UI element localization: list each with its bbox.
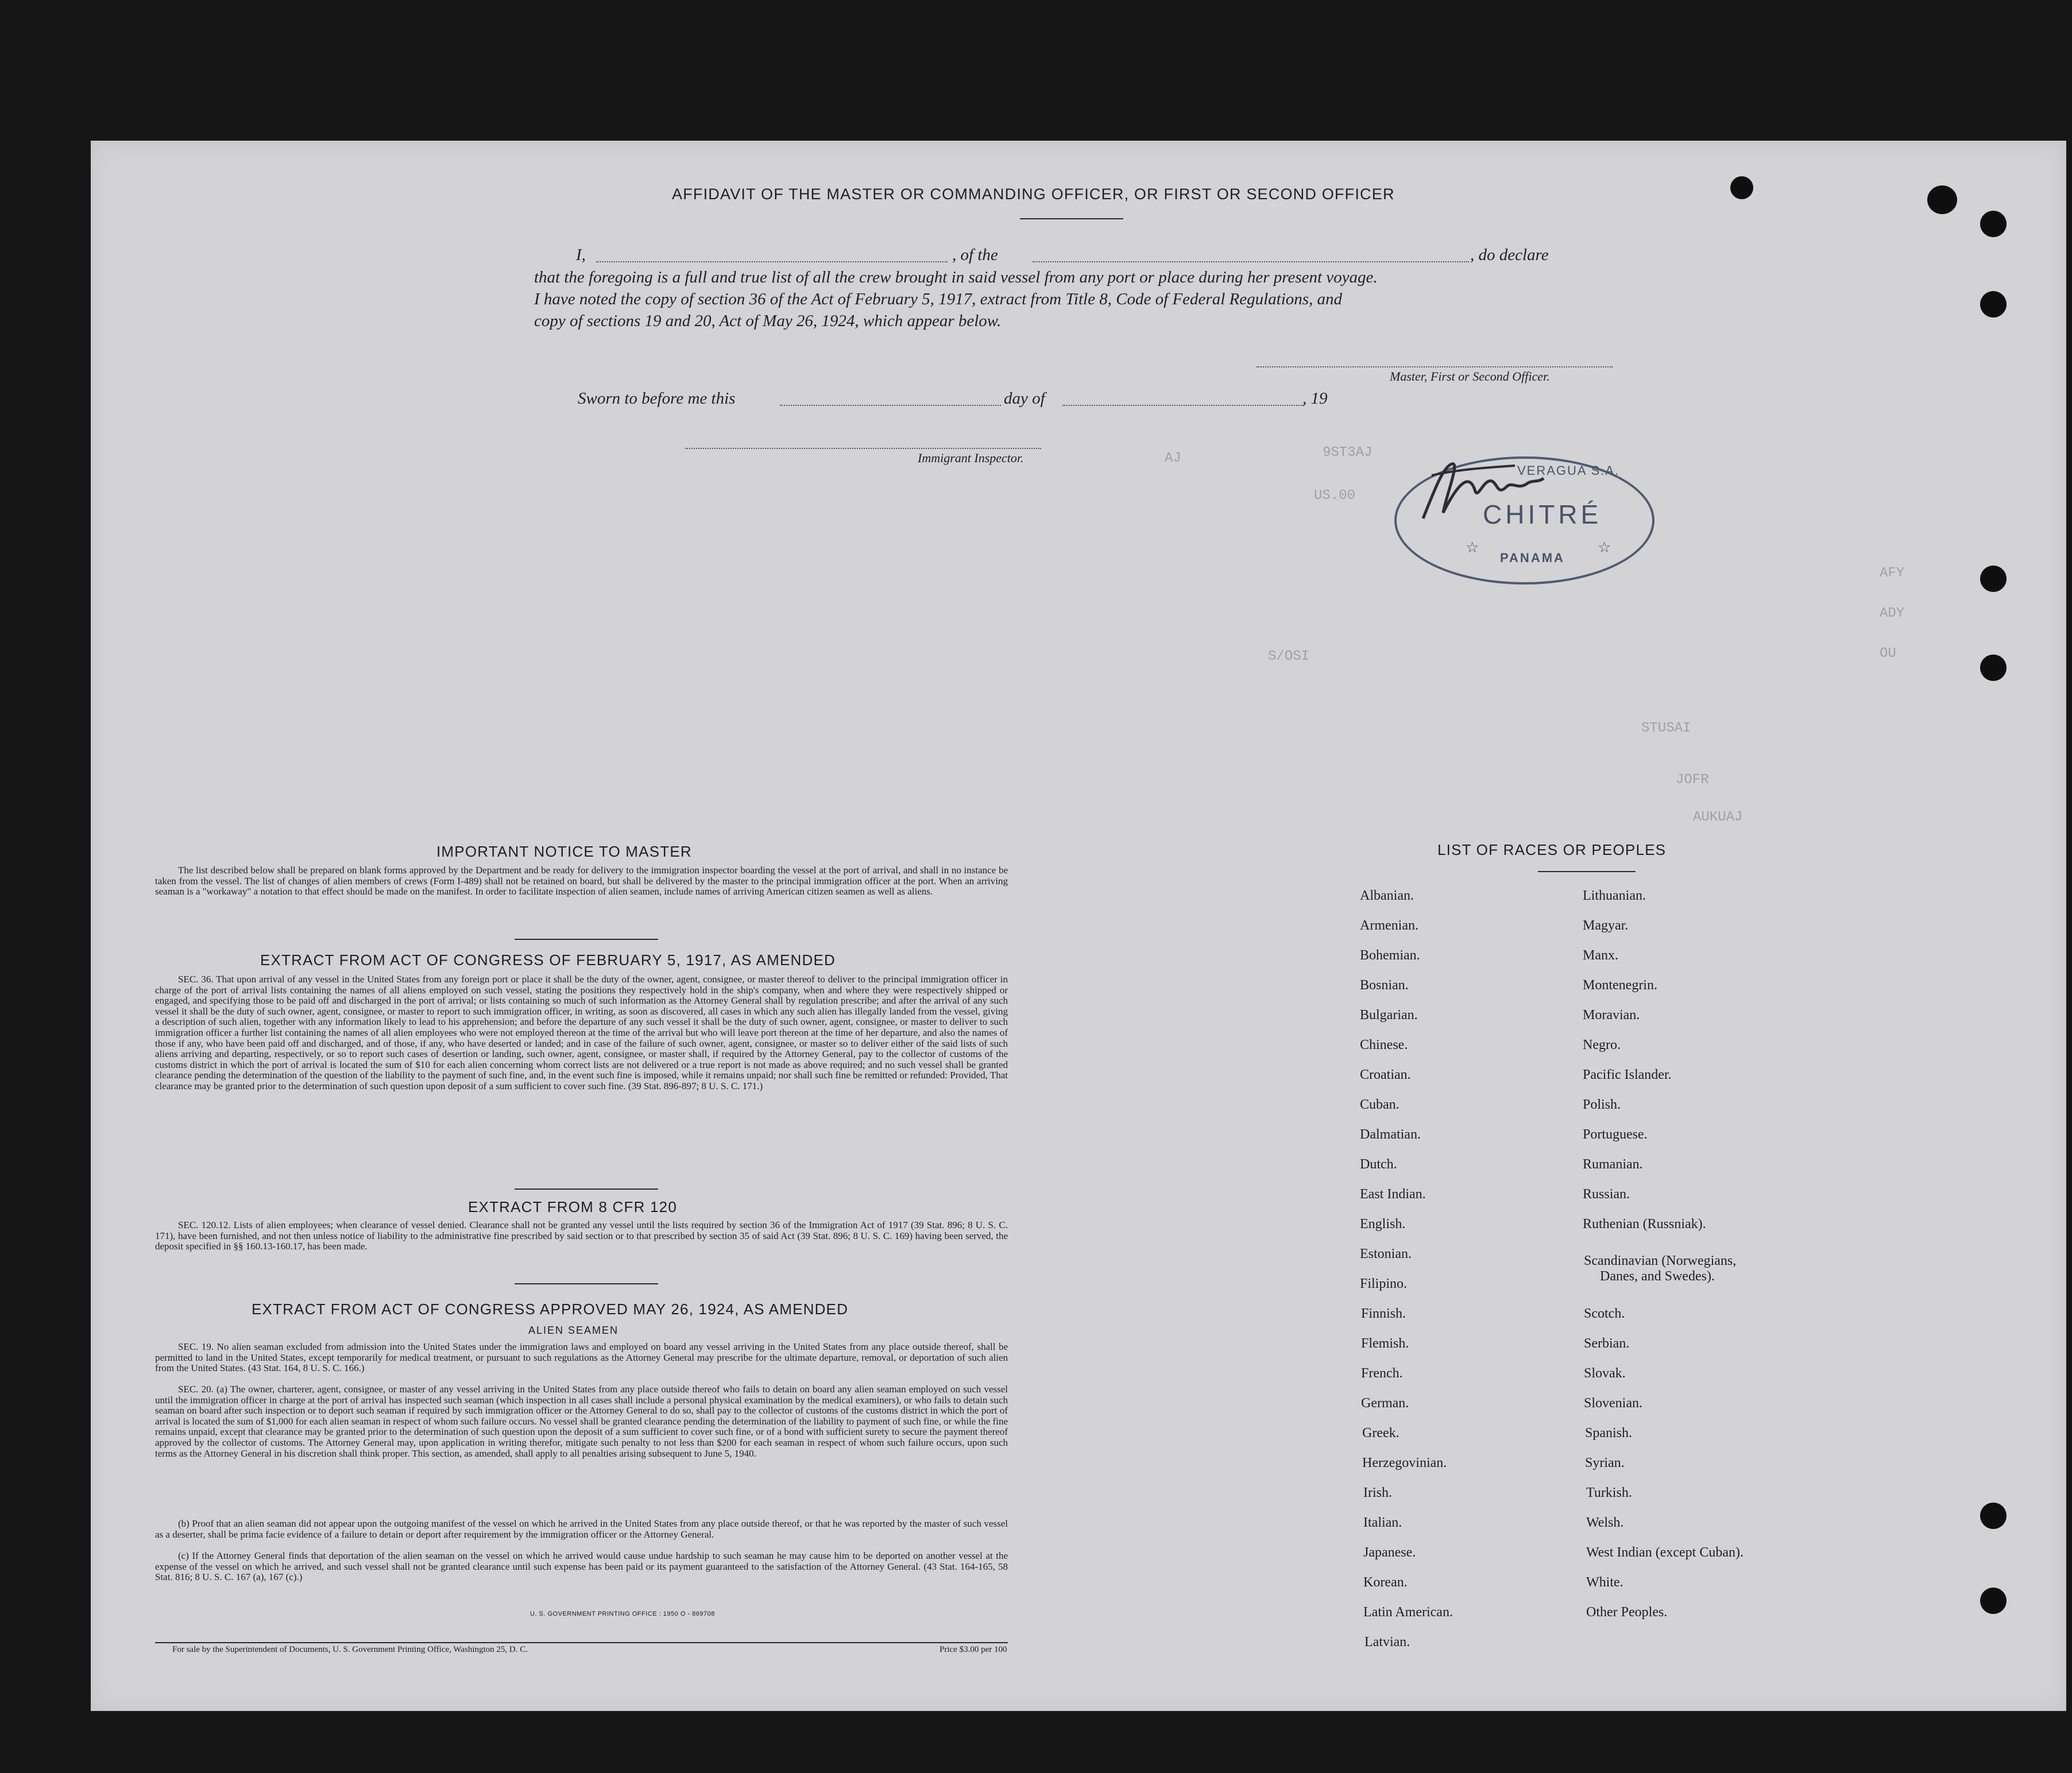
race-item: Scandinavian (Norwegians, xyxy=(1584,1253,1737,1268)
stamp-star-icon: ☆ xyxy=(1466,539,1479,556)
race-item: Japanese. xyxy=(1363,1545,1416,1560)
footer-price: Price $3.00 per 100 xyxy=(940,1645,1007,1654)
race-item: Bosnian. xyxy=(1360,978,1409,993)
sworn-day-of: day of xyxy=(1004,389,1045,408)
race-item: Serbian. xyxy=(1584,1336,1630,1351)
punch-hole xyxy=(1980,655,2007,681)
section-rule xyxy=(515,1283,658,1284)
race-item: Turkish. xyxy=(1586,1485,1632,1500)
race-item: Manx. xyxy=(1583,948,1618,963)
master-label: Master, First or Second Officer. xyxy=(1390,369,1550,384)
race-item: Welsh. xyxy=(1586,1515,1624,1530)
race-item: Rumanian. xyxy=(1583,1157,1643,1172)
race-item: East Indian. xyxy=(1360,1187,1426,1202)
printing-office-note: U. S. GOVERNMENT PRINTING OFFICE : 1950 O - 869708 xyxy=(530,1611,715,1617)
sec19-text: SEC. 19. No alien seaman excluded from admission into the United States under the immigration laws and employed on board any vessel arriving in the United States from any place outside thereof, shall be permitted to land in the United States, except temporarily for medical treatment, or pursuant to such regulations as the Attorney General may prescribe for the ultimate departure, removal, or deportation of such alien from the United States. (43 Stat. 164, 8 U. S. C. 166.) xyxy=(155,1341,1008,1374)
affidavit-title: AFFIDAVIT OF THE MASTER OR COMMANDING OFFICER, OR FIRST OR SECOND OFFICER xyxy=(672,185,1395,203)
bleed-through-text: OU xyxy=(1880,646,1896,661)
race-item: Irish. xyxy=(1363,1485,1392,1500)
punch-hole xyxy=(1980,211,2007,237)
race-item: Bulgarian. xyxy=(1360,1008,1418,1023)
race-item: White. xyxy=(1586,1575,1623,1590)
sec20c-text: (c) If the Attorney General finds that deportation of the alien seaman on the vessel on which he arrived would cause undue hardship to such seaman he may cause him to be deported on another vessel at the expense of the vessel on which he arrived, and such vessel shall not be granted clearance until such expense has been paid or its payment guaranteed to the satisfaction of the Attorney General. (43 Stat. 164-165, 58 Stat. 816; 8 U. S. C. 167 (a), 167 (c).) xyxy=(155,1550,1008,1583)
extract-1917-text: SEC. 36. That upon arrival of any vessel in the United States from any foreign port or place it shall be the duty of the owner, agent, consignee, or master thereof to deliver to the principal immigration officer in charge of the port of arrival lists containing the names of all aliens employed on such vessel, stating the positions they respectively hold in the ship's company, when and where they were respectively shipped or engaged, and specifying those to be paid off and discharged in the port of arrival; or lists containing so much of such information as the Attorney General shall by regulation prescribe; and after the arrival of any such vessel it shall be the duty of such owner, agent, consignee, or master to report to such immigration officer, in writing, as soon as discovered, all cases in which any such alien has illegally landed from the vessel, giving a description of such alien, together with any information likely to lead to his apprehension; and before the departure of any such vessel it shall be the duty of such owner, agent, consignee, or master to deliver to such immigration officer a further list containing the names of all alien employees who were not employed thereon at the time of the arrival but who will leave port thereon at the time of her departure, and also the names of those if any, who have been paid off and discharged, and of those, if any, who have deserted or landed; and in case of the failure of such owner, agent, consignee, or master so to deliver either of the said lists of such aliens arriving and departing, respectively, or so to report such cases of desertion or landing, such owner, agent, consignee, or master shall, if required by the Attorney General, pay to the collector of customs of the customs district in which the port of arrival is located the sum of $10 for each alien concerning whom correct lists are not delivered or a true report is not made as above required; and no such vessel shall be granted clearance pending the determination of the question of the liability to the payment of such fine, and, in the event such fine is imposed, while it remains unpaid; nor shall such fine be remitted or refunded: Provided, That clearance may be granted prior to the determination of such question upon deposit of a sum sufficient to cover such fine. (39 Stat. 896-897; 8 U. S. C. 171.) xyxy=(155,974,1008,1091)
bleed-through-text: AJ xyxy=(1165,451,1181,466)
notice-title: IMPORTANT NOTICE TO MASTER xyxy=(436,843,692,860)
stamp-star-icon: ☆ xyxy=(1598,539,1611,556)
race-item: Montenegrin. xyxy=(1583,978,1657,993)
signature-line xyxy=(1257,366,1613,367)
race-item: Armenian. xyxy=(1360,918,1418,933)
extract-cfr-title: EXTRACT FROM 8 CFR 120 xyxy=(468,1198,677,1215)
race-item: West Indian (except Cuban). xyxy=(1586,1545,1744,1560)
race-item: Italian. xyxy=(1363,1515,1402,1530)
race-item: French. xyxy=(1361,1366,1403,1381)
race-item: Latin American. xyxy=(1363,1605,1453,1620)
race-item: Filipino. xyxy=(1360,1276,1408,1291)
race-item: Estonian. xyxy=(1360,1246,1412,1261)
race-item: Finnish. xyxy=(1361,1306,1406,1321)
race-item: Slovenian. xyxy=(1584,1396,1642,1411)
race-item: Portuguese. xyxy=(1583,1127,1648,1142)
race-item: Chinese. xyxy=(1360,1038,1408,1052)
races-title: LIST OF RACES OR PEOPLES xyxy=(1437,841,1667,858)
sworn-text: Sworn to before me this xyxy=(578,389,736,408)
footer-sale-text: For sale by the Superintendent of Documents, U. S. Government Printing Office, Washington 25, D. C. xyxy=(172,1645,528,1654)
race-item: Croatian. xyxy=(1360,1067,1411,1082)
race-item: Albanian. xyxy=(1360,888,1414,903)
punch-hole xyxy=(1980,1503,2007,1529)
race-item: Herzegovinian. xyxy=(1362,1455,1447,1470)
race-item: Pacific Islander. xyxy=(1583,1067,1672,1082)
stamp-bottom-text: PANAMA xyxy=(1500,551,1565,565)
race-item: Slovak. xyxy=(1584,1366,1626,1381)
name-blank xyxy=(596,261,948,262)
sec20b-text: (b) Proof that an alien seaman did not appear upon the outgoing manifest of the vessel on which he arrived in the United States from any place outside thereof, or that he was reported by the master of such vessel as a deserter, shall be prima facie evidence of a failure to detain or deport after requirement by the immigration officer or the Attorney General. xyxy=(155,1518,1008,1540)
race-item: Lithuanian. xyxy=(1583,888,1646,903)
race-item: Latvian. xyxy=(1364,1635,1410,1650)
affidavit-line4: copy of sections 19 and 20, Act of May 26, 1924, which appear below. xyxy=(534,312,1002,330)
race-item: Negro. xyxy=(1583,1038,1621,1052)
bleed-through-text: S/OSI xyxy=(1268,649,1310,664)
extract-cfr-text: SEC. 120.12. Lists of alien employees; when clearance of vessel denied. Clearance shall not be granted any vessel until the lists required by section 36 of the Immigration Act of 1917 (39 Stat. 896; 8 U. S. C. 171), have been furnished, and not then unless notice of liability to the administrative fine prescribed by said section or to that prescribed by section 35 of said Act (39 Stat. 896; 8 U. S. C. 169) having been served, the deposit specified in §§ 160.13-160.17, has been made. xyxy=(155,1220,1008,1252)
day-blank xyxy=(780,405,1001,406)
footer-rule xyxy=(155,1642,1008,1643)
punch-hole xyxy=(1980,1588,2007,1614)
race-item: Scotch. xyxy=(1584,1306,1625,1321)
month-blank xyxy=(1062,405,1304,406)
bleed-through-text: STUSAI xyxy=(1641,721,1691,736)
race-item: Other Peoples. xyxy=(1586,1605,1668,1620)
punch-hole xyxy=(1980,291,2007,318)
race-item: Bohemian. xyxy=(1360,948,1420,963)
bleed-through-text: AUKUAJ xyxy=(1693,810,1743,825)
affidavit-line2: that the foregoing is a full and true list of all the crew brought in said vessel from any port or place during her present voyage. xyxy=(534,268,1378,287)
title-rule xyxy=(1020,218,1123,219)
race-item: Syrian. xyxy=(1585,1455,1625,1470)
stamp-top-text: VERAGUA S.A. xyxy=(1517,463,1620,478)
race-item: Ruthenian (Russniak). xyxy=(1583,1217,1706,1232)
sec20a-text: SEC. 20. (a) The owner, charterer, agent, consignee, or master of any vessel arriving in the United States from any place outside thereof who fails to detain on board any alien seaman employed on such vessel until the immigration officer in charge at the port of arrival has inspected such seaman (which inspection in all cases shall include a personal physical examination by the medical examiners), or who fails to detain such seaman on board after such inspection or to deport such seaman if required by such immigration officer or the Attorney General to do so, shall pay to the collector of customs of the customs district in which the port of arrival is located the sum of $1,000 for each alien seaman in respect of whom such failure occurs. No vessel shall be granted clearance pending the determination of the liability to payment of such fine, or while the fine remains unpaid, except that clearance may be granted prior to the determination of such question upon the deposit of a sum sufficient to cover such fine, or of a bond with sufficient surety to secure the payment thereof approved by the collector of customs. The Attorney General may, upon application in writing therefor, mitigate such penalty to not less than $200 for each seaman in respect of whom such failure occurs, upon such terms as the Attorney General in his discretion shall think proper. This section, as amended, shall apply to all penalties arising subsequent to June 5, 1940. xyxy=(155,1384,1008,1459)
race-item: Cuban. xyxy=(1360,1097,1400,1112)
affidavit-line1-of: , of the xyxy=(952,246,998,264)
race-item: Spanish. xyxy=(1585,1426,1633,1441)
race-item: Greek. xyxy=(1362,1426,1400,1441)
extract-1917-title: EXTRACT FROM ACT OF CONGRESS OF FEBRUARY 5, 1917, AS AMENDED xyxy=(260,951,836,969)
affidavit-line3: I have noted the copy of section 36 of the Act of February 5, 1917, extract from Title 8, Code of Federal Regulations, and xyxy=(534,290,1343,308)
race-item: Russian. xyxy=(1583,1187,1630,1202)
punch-hole xyxy=(1730,176,1753,199)
race-item: Korean. xyxy=(1363,1575,1408,1590)
punch-hole xyxy=(1927,185,1957,214)
inspector-label: Immigrant Inspector. xyxy=(918,451,1024,465)
master-signature xyxy=(1412,455,1549,530)
section-rule xyxy=(515,939,658,940)
race-item: German. xyxy=(1361,1396,1409,1411)
race-item: Moravian. xyxy=(1583,1008,1640,1023)
race-item: English. xyxy=(1360,1217,1406,1232)
race-item: Dutch. xyxy=(1360,1157,1397,1172)
race-item: Danes, and Swedes). xyxy=(1600,1269,1715,1284)
punch-hole xyxy=(1980,566,2007,592)
extract-1924-title: EXTRACT FROM ACT OF CONGRESS APPROVED MAY 26, 1924, AS AMENDED xyxy=(252,1300,849,1318)
affidavit-line1-i: I, xyxy=(576,246,586,264)
vessel-blank xyxy=(1033,261,1469,262)
bleed-through-text: US.00 xyxy=(1314,488,1356,504)
affidavit-line1-declare: , do declare xyxy=(1470,246,1549,264)
stamp-middle-text: CHITRÉ xyxy=(1483,500,1602,529)
section-rule xyxy=(515,1189,658,1190)
bleed-through-text: 9ST3AJ xyxy=(1323,445,1373,460)
race-item: Flemish. xyxy=(1361,1336,1409,1351)
extract-1924-subtitle: ALIEN SEAMEN xyxy=(528,1325,619,1336)
races-title-rule xyxy=(1538,871,1636,872)
race-item: Magyar. xyxy=(1583,918,1629,933)
race-item: Polish. xyxy=(1583,1097,1621,1112)
bleed-through-text: AFY xyxy=(1880,566,1905,581)
document-page xyxy=(91,141,2066,1711)
race-item: Dalmatian. xyxy=(1360,1127,1421,1142)
bleed-through-text: ADY xyxy=(1880,606,1905,621)
notice-text: The list described below shall be prepared on blank forms approved by the Department and be ready for delivery to the immigration inspector boarding the vessel at the port of arrival, and shall in no instance be taken from the vessel. The list of changes of alien members of crews (Form I-489) shall not be retained on board, but shall be delivered by the master to the principal immigration officer at the port. When an arriving seaman is a "workaway" a notation to that effect should be made on the manifest. In order to facilitate inspection of alien seamen, include names of arriving American citizen seamen as well as aliens. xyxy=(155,865,1008,897)
sworn-year: , 19 xyxy=(1302,389,1328,408)
inspector-line xyxy=(685,448,1041,449)
bleed-through-text: JOFR xyxy=(1676,772,1709,788)
